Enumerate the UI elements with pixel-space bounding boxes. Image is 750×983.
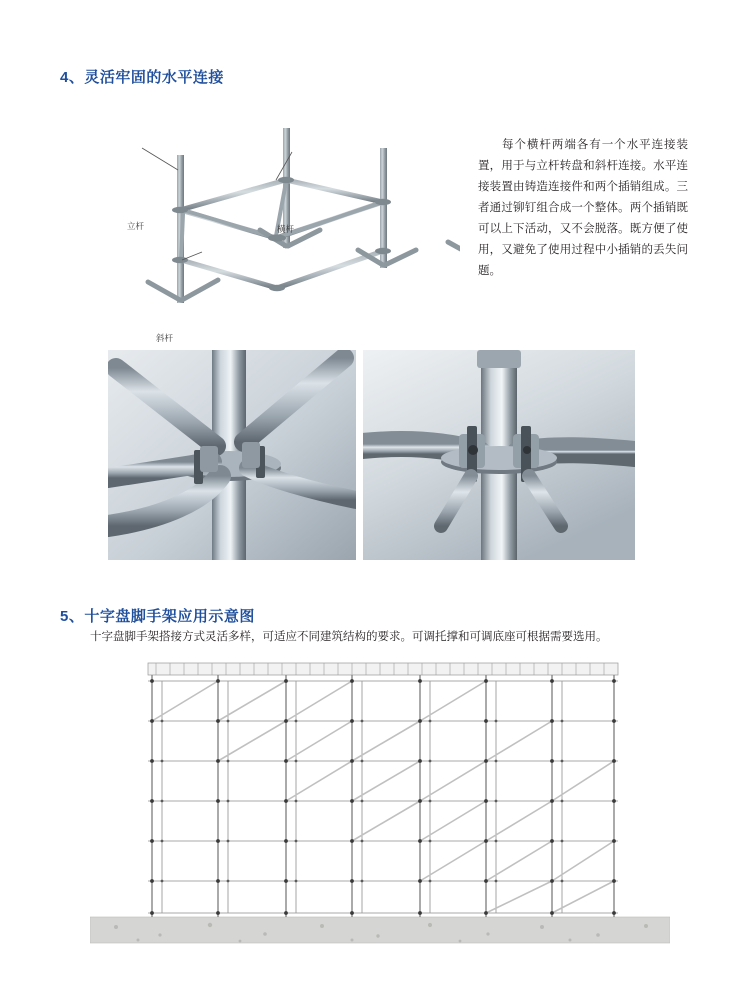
- section-4-paragraph: 每个横杆两端各有一个水平连接装置，用于与立杆转盘和斜杆连接。水平连接装置由铸造连接件和两个插销组成。三者通过铆钉组合成一个整体。两个插销既可以上下活动，又不会脱落。既方便了使用，又避免了使用过程中小插销的丢失问题。: [478, 139, 688, 277]
- section-4-heading: 4、灵活牢固的水平连接: [60, 69, 224, 86]
- connector-photo-right: [363, 350, 635, 560]
- scaffold-application-diagram: [90, 655, 670, 955]
- section-5-paragraph: 十字盘脚手架搭接方式灵活多样，可适应不同建筑结构的要求。可调托撑和可调底座可根据需要选用。: [90, 631, 608, 643]
- scaffold-frame-illustration: [70, 110, 460, 320]
- section-5-heading: 5、十字盘脚手架应用示意图: [60, 608, 255, 625]
- callout-label-henggan: 横杆: [277, 224, 295, 234]
- section-4-content: [0, 95, 750, 565]
- connector-photo-left: [108, 350, 356, 560]
- callout-label-lizhu: 立杆: [127, 221, 145, 231]
- callout-label-xiegan: 斜杆: [156, 333, 174, 343]
- section-5-content: [0, 600, 750, 983]
